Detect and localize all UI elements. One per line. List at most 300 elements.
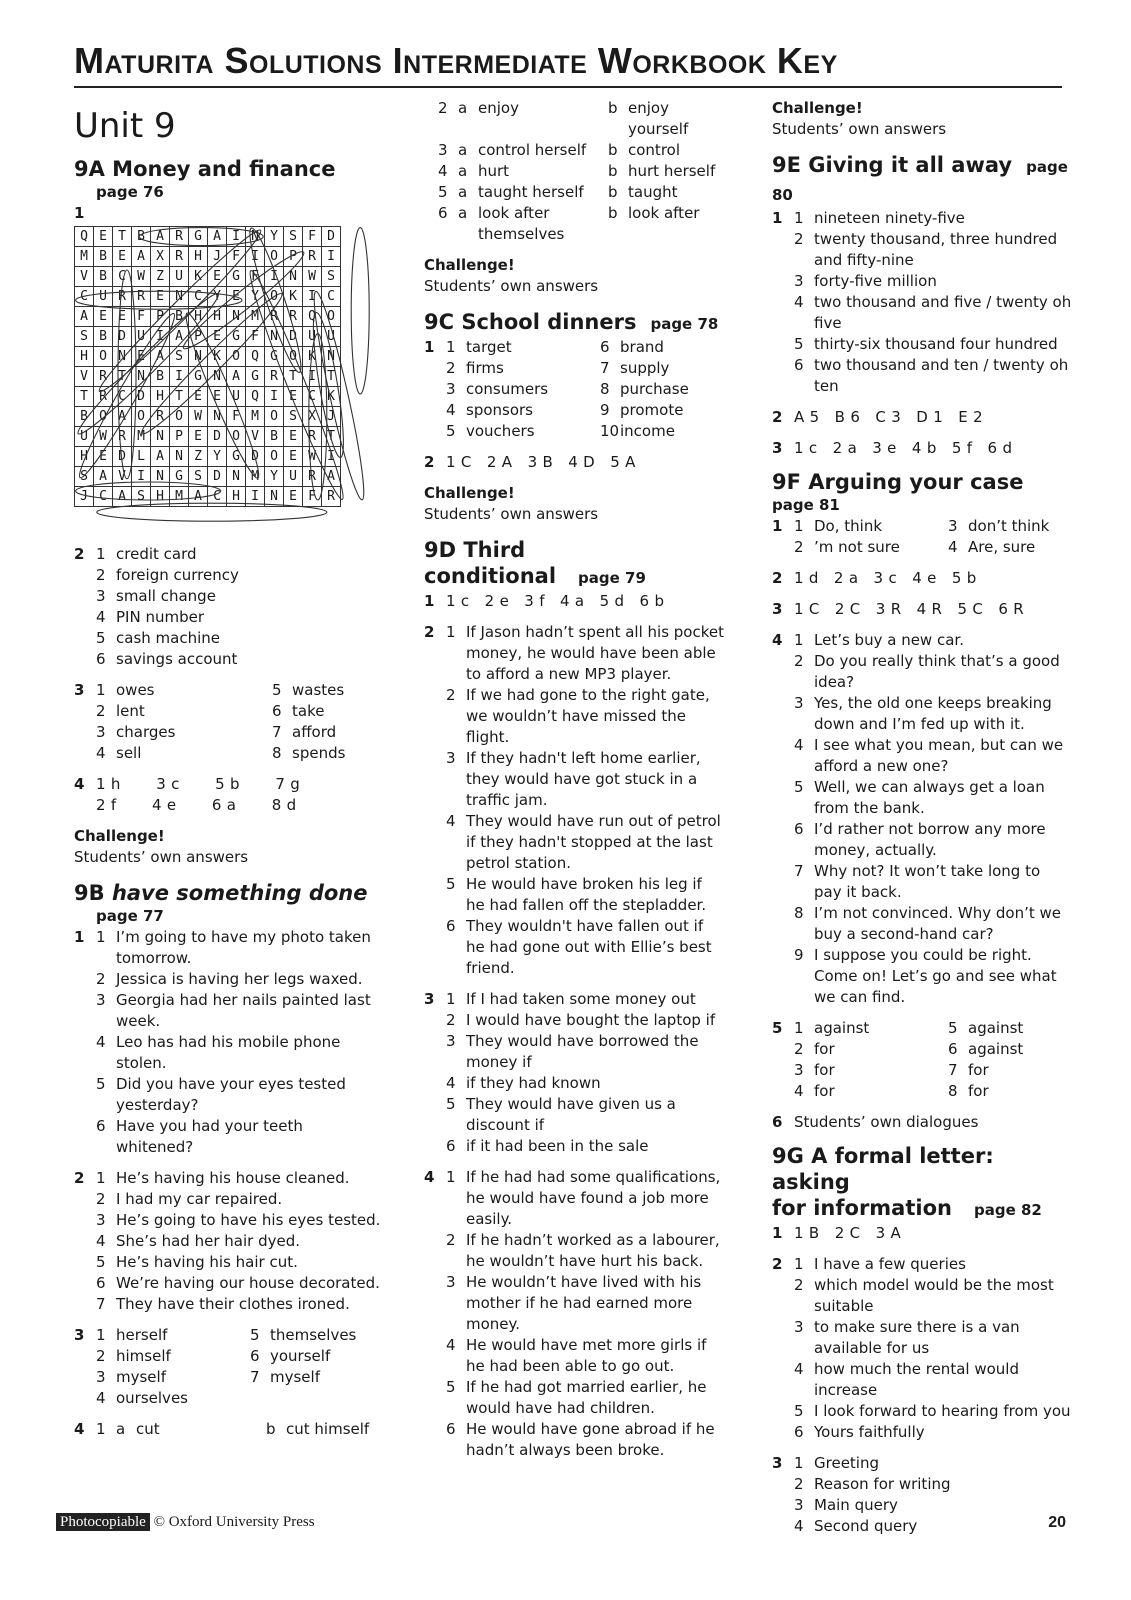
item-number: 3: [438, 141, 448, 159]
wordsearch-cell: E: [113, 247, 132, 267]
option-letter: b: [608, 204, 618, 222]
wordsearch-cell: C: [208, 487, 227, 507]
item-text: Well, we can always get a loan from the bank.: [814, 778, 1045, 817]
item-number: 6: [600, 338, 610, 356]
wordsearch-cell: F: [132, 307, 151, 327]
wordsearch-cell: N: [265, 487, 284, 507]
wordsearch-cell: G: [265, 347, 284, 367]
answer-item: [446, 400, 594, 421]
item-number: 7: [794, 862, 804, 880]
answer-item: [96, 1388, 244, 1409]
item-text: I’m going to have my photo taken tomorrow.: [116, 928, 371, 967]
option-letter: b: [608, 99, 618, 117]
wordsearch-cell: U: [303, 327, 322, 347]
wordsearch-cell: M: [246, 407, 265, 427]
item-number: 2: [794, 230, 804, 248]
item-number: 4: [794, 1360, 804, 1378]
answer-item: [794, 1422, 1072, 1443]
section-9c-title: [424, 309, 724, 337]
wordsearch-cell: A: [75, 307, 94, 327]
item-number: 1: [446, 1168, 456, 1186]
item-number: 4: [96, 1232, 106, 1250]
item-number: 1: [96, 1326, 106, 1344]
answer-item: [250, 1388, 384, 1409]
answer-item: [446, 379, 594, 400]
answer-item: [794, 355, 1072, 397]
answer-item: [794, 1453, 1072, 1474]
item-text: income: [620, 422, 675, 440]
item-text: small change: [116, 587, 216, 605]
section-topic: have something done: [111, 881, 368, 905]
item-text: They would have borrowed the money if: [466, 1032, 699, 1071]
item-number: 6: [446, 1420, 456, 1438]
challenge-heading: Challenge!: [74, 827, 165, 845]
answer-item: [794, 1060, 942, 1081]
page-header: [74, 36, 1062, 88]
wordsearch-cell: N: [151, 427, 170, 447]
item-text: They have their clothes ironed.: [116, 1295, 350, 1313]
wordsearch-cell: D: [208, 427, 227, 447]
item-text: savings account: [116, 650, 238, 668]
answer-item: [794, 903, 1072, 945]
wordsearch-answer-ellipse: [93, 226, 267, 398]
answer-list: [96, 544, 384, 670]
item-number: 2: [794, 652, 804, 670]
wordsearch-cell: R: [303, 467, 322, 487]
item-number: 3: [446, 1032, 456, 1050]
wordsearch-cell: I: [303, 367, 322, 387]
answer-item: [96, 701, 266, 722]
item-number: 6: [446, 1137, 456, 1155]
wordsearch-cell: C: [113, 267, 132, 287]
item-number: 7: [948, 1061, 958, 1079]
item-text: against: [968, 1040, 1024, 1058]
wordsearch-cell: R: [284, 307, 303, 327]
answer-item: [948, 537, 1072, 558]
answer-item: [794, 208, 1072, 229]
item-number: 3: [96, 587, 106, 605]
answer-item: [96, 1325, 244, 1346]
answer-item: [446, 1335, 724, 1377]
wordsearch-cell: E: [208, 387, 227, 407]
wordsearch-cell: Y: [265, 467, 284, 487]
answer-row: 2 f 4 e 6 a 8 d: [96, 796, 297, 814]
option-letter: b: [608, 162, 618, 180]
exercise-number: 2: [424, 623, 435, 641]
item-text: If we had gone to the right gate, we wouldn’t have missed the flight.: [466, 686, 710, 746]
answer-item: [446, 1230, 724, 1272]
option-text: look after themselves: [478, 204, 565, 243]
item-number: 3: [446, 749, 456, 767]
answer-item: [446, 622, 724, 685]
wordsearch-cell: W: [303, 267, 322, 287]
answer-item: [794, 1317, 1072, 1359]
exercise-number: 3: [74, 681, 85, 699]
answer-item: [600, 358, 724, 379]
item-text: wastes: [292, 681, 345, 699]
wordsearch-answer-ellipse: [76, 482, 221, 500]
item-number: 2: [96, 702, 106, 720]
item-number: 4: [794, 293, 804, 311]
answer-item: [96, 1294, 384, 1315]
answer-item: [794, 1474, 1072, 1495]
wordsearch-cell: H: [189, 307, 208, 327]
item-number: 3: [96, 1211, 106, 1229]
item-number: 7: [250, 1368, 260, 1386]
answer-list: [446, 622, 724, 979]
item-number: 3: [96, 991, 106, 1009]
answer-item: [600, 400, 724, 421]
section-label: 9C School dinners: [424, 310, 637, 334]
item-text: [270, 1388, 384, 1409]
answer-item: [446, 685, 724, 748]
answer-item: [96, 565, 384, 586]
wordsearch-cell: I: [303, 287, 322, 307]
item-number: 9: [600, 401, 610, 419]
item-number: 5: [272, 681, 282, 699]
answer-item: [96, 743, 266, 764]
wordsearch-cell: B: [170, 307, 189, 327]
exercise-number: 1: [74, 204, 85, 222]
wordsearch-cell: U: [94, 287, 113, 307]
item-text: She’s had her hair dyed.: [116, 1232, 300, 1250]
option-text: enjoy yourself: [628, 99, 689, 138]
wordsearch-cell: I: [227, 227, 246, 247]
item-number: 2: [794, 1040, 804, 1058]
item-number: 3: [794, 272, 804, 290]
answer-item: [600, 379, 724, 400]
wordsearch-cell: O: [265, 247, 284, 267]
column-3: [772, 98, 1072, 1547]
answer-row: 1 C 2 A 3 B 4 D 5 A: [446, 453, 636, 471]
wordsearch-cell: O: [265, 407, 284, 427]
wordsearch-cell: D: [132, 387, 151, 407]
wordsearch-cell: C: [113, 387, 132, 407]
wordsearch-cell: O: [265, 287, 284, 307]
section-9b-page: page 77: [96, 907, 164, 925]
item-text: I suppose you could be right. Come on! Let’s go and see what we can find.: [814, 946, 1057, 1006]
page-footer: [56, 1512, 1066, 1533]
wordsearch-cell: P: [151, 307, 170, 327]
answer-list: [446, 1167, 724, 1461]
answer-list: [96, 1168, 384, 1315]
exercise-number: 3: [74, 1326, 85, 1344]
answer-list: [96, 927, 384, 1158]
answer-item: [794, 735, 1072, 777]
item-number: 5: [446, 875, 456, 893]
answer-item: [794, 1359, 1072, 1401]
wordsearch-cell: E: [208, 327, 227, 347]
wordsearch-cell: H: [208, 307, 227, 327]
item-text: for: [814, 1082, 835, 1100]
item-number: 2: [438, 99, 448, 117]
wordsearch-cell: E: [151, 287, 170, 307]
wordsearch-cell: E: [94, 227, 113, 247]
answer-list: [794, 1254, 1072, 1443]
item-number: 5: [794, 778, 804, 796]
item-number: 4: [96, 608, 106, 626]
unit-title: Unit 9: [74, 106, 176, 146]
wordsearch-cell: D: [113, 327, 132, 347]
item-text: foreign currency: [116, 566, 239, 584]
wordsearch-cell: X: [303, 407, 322, 427]
wordsearch-cell: T: [170, 387, 189, 407]
wordsearch-cell: A: [170, 327, 189, 347]
wordsearch-cell: I: [246, 487, 265, 507]
item-text: Georgia had her nails painted last week.: [116, 991, 371, 1030]
exercise-9e-1: [772, 208, 1072, 397]
item-text: charges: [116, 723, 176, 741]
section-9f-title: 9F Arguing your case: [772, 470, 1024, 494]
wordsearch-cell: N: [151, 467, 170, 487]
item-text: for: [968, 1082, 989, 1100]
option-text: control: [628, 141, 680, 159]
item-text: I look forward to hearing from you: [814, 1402, 1071, 1420]
item-number: 1: [794, 1019, 804, 1037]
wordsearch-cell: T: [75, 387, 94, 407]
item-text: He wouldn’t have lived with his mother if he had earned more money.: [466, 1273, 702, 1333]
answer-item: [446, 358, 594, 379]
item-number: 6: [96, 1274, 106, 1292]
option-text: hurt herself: [628, 162, 716, 180]
answer-item: [446, 916, 724, 979]
wordsearch-cell: A: [113, 407, 132, 427]
item-number: 1: [96, 928, 106, 946]
item-number: 2: [446, 1231, 456, 1249]
wordsearch-cell: T: [322, 367, 341, 387]
answer-item: [96, 927, 384, 969]
wordsearch-cell: N: [208, 367, 227, 387]
item-number: 6: [794, 356, 804, 374]
item-number: 5: [250, 1326, 260, 1344]
option-a: [458, 182, 608, 203]
wordsearch-cell: C: [75, 287, 94, 307]
wordsearch-cell: F: [303, 487, 322, 507]
item-text: I’d rather not borrow any more money, actually.: [814, 820, 1046, 859]
answer-item: [250, 1367, 384, 1388]
answer-list: [794, 630, 1072, 1008]
wordsearch-cell: A: [94, 467, 113, 487]
wordsearch-cell: R: [322, 487, 341, 507]
answer-text: Students’ own dialogues: [794, 1113, 979, 1131]
wordsearch-cell: W: [132, 267, 151, 287]
wordsearch-cell: I: [170, 367, 189, 387]
wordsearch-cell: C: [322, 287, 341, 307]
answer-row: A 5 B 6 C 3 D 1 E 2: [794, 408, 983, 426]
item-text: ourselves: [116, 1389, 188, 1407]
page-number: 20: [1048, 1514, 1066, 1531]
wordsearch-answer-ellipse: [351, 228, 369, 394]
exercise-number: 1: [74, 928, 85, 946]
exercise-number: 3: [772, 600, 783, 618]
item-number: 1: [96, 681, 106, 699]
wordsearch-cell: Q: [246, 347, 265, 367]
wordsearch-cell: A: [151, 347, 170, 367]
wordsearch-cell: E: [189, 427, 208, 447]
option-letter: a: [458, 204, 468, 222]
item-number: 3: [446, 380, 456, 398]
item-number: 5: [446, 422, 456, 440]
wordsearch-cell: O: [265, 447, 284, 467]
exercise-number: 1: [772, 209, 783, 227]
option-text: enjoy: [478, 99, 519, 117]
item-text: consumers: [466, 380, 549, 398]
item-text: sell: [116, 744, 142, 762]
answer-item: [794, 1018, 942, 1039]
item-number: 3: [794, 1061, 804, 1079]
answer-item: [794, 651, 1072, 693]
answer-item: [794, 271, 1072, 292]
item-text: lent: [116, 702, 145, 720]
wordsearch-cell: H: [151, 487, 170, 507]
wordsearch-cell: N: [189, 347, 208, 367]
answer-item: [794, 229, 1072, 271]
wordsearch-cell: M: [246, 307, 265, 327]
option-letter: a: [458, 99, 468, 117]
wordsearch-cell: R: [94, 367, 113, 387]
item-text: for: [814, 1040, 835, 1058]
wordsearch-cell: N: [227, 467, 246, 487]
exercise-number: 5: [772, 1019, 783, 1037]
item-number: 1: [96, 1420, 106, 1438]
wordsearch-cell: P: [170, 427, 189, 447]
wordsearch-cell: Q: [246, 387, 265, 407]
answer-item: [96, 1346, 244, 1367]
wordsearch-cell: I: [322, 447, 341, 467]
item-text: yourself: [270, 1347, 331, 1365]
wordsearch-cell: D: [284, 327, 303, 347]
item-number: 10: [600, 422, 620, 440]
item-text: brand: [620, 338, 664, 356]
wordsearch-cell: V: [246, 427, 265, 447]
answer-item: [794, 819, 1072, 861]
wordsearch-cell: R: [170, 227, 189, 247]
item-number: 3: [96, 723, 106, 741]
wordsearch-cell: S: [170, 347, 189, 367]
answer-item: [96, 1273, 384, 1294]
wordsearch-answer-ellipse: [74, 287, 225, 440]
item-text: sponsors: [466, 401, 533, 419]
exercise-number: 3: [772, 439, 783, 457]
wordsearch-cell: M: [75, 247, 94, 267]
wordsearch-cell: F: [227, 247, 246, 267]
wordsearch-cell: F: [303, 227, 322, 247]
wordsearch-cell: A: [132, 247, 151, 267]
wordsearch-answer-ellipse: [118, 270, 136, 479]
challenge-heading: Challenge!: [772, 99, 863, 117]
option-text: control herself: [478, 141, 587, 159]
wordsearch-cell: O: [94, 347, 113, 367]
item-text: I would have bought the laptop if: [466, 1011, 716, 1029]
wordsearch-cell: P: [189, 327, 208, 347]
item-text: Do you really think that’s a good idea?: [814, 652, 1060, 691]
wordsearch-cell: W: [94, 427, 113, 447]
exercise-number: 2: [74, 545, 85, 563]
item-text: He’s having his hair cut.: [116, 1253, 298, 1271]
answer-item: [96, 990, 384, 1032]
item-text: afford: [292, 723, 337, 741]
option-b: [608, 182, 724, 203]
wordsearch-cell: R: [113, 427, 132, 447]
wordsearch-cell: K: [189, 267, 208, 287]
answer-item: [446, 1010, 724, 1031]
wordsearch-cell: Y: [246, 287, 265, 307]
item-number: 2: [96, 970, 106, 988]
wordsearch-cell: S: [75, 327, 94, 347]
exercise-number: 6: [772, 1113, 783, 1131]
answer-pair: [96, 1419, 384, 1440]
exercise-number: 1: [772, 517, 783, 535]
item-number: 1: [794, 517, 804, 535]
exercise-9f-2: [772, 568, 1072, 589]
column-2: [424, 98, 724, 1471]
answer-item: [446, 1419, 724, 1461]
item-text: two thousand and ten / twenty oh ten: [814, 356, 1069, 395]
wordsearch-cell: Q: [303, 307, 322, 327]
challenge-heading: Challenge!: [424, 256, 515, 274]
wordsearch-cell: R: [265, 367, 284, 387]
item-number: 2: [446, 359, 456, 377]
answer-item: [600, 421, 724, 442]
wordsearch-cell: C: [94, 487, 113, 507]
challenge-heading: Challenge!: [424, 484, 515, 502]
wordsearch-cell: D: [208, 467, 227, 487]
wordsearch-cell: E: [284, 447, 303, 467]
wordsearch-cell: S: [75, 467, 94, 487]
item-text: Jessica is having her legs waxed.: [116, 970, 363, 988]
item-text: If I had taken some money out: [466, 990, 696, 1008]
column-1: [74, 98, 384, 1450]
wordsearch-cell: D: [113, 447, 132, 467]
answer-item: [96, 1210, 384, 1231]
item-number: 1: [794, 209, 804, 227]
wordsearch-cell: N: [227, 307, 246, 327]
item-number: 4: [96, 1389, 106, 1407]
wordsearch-cell: N: [208, 407, 227, 427]
item-text: promote: [620, 401, 684, 419]
challenge-text: Students’ own answers: [424, 277, 599, 295]
item-number: 2: [794, 538, 804, 556]
item-number: 2: [794, 1276, 804, 1294]
section-9a-page: page 76: [96, 183, 164, 201]
exercise-number: 3: [424, 990, 435, 1008]
wordsearch-cell: T: [113, 367, 132, 387]
item-number: 2: [794, 1475, 804, 1493]
answer-item: [272, 743, 384, 764]
answer-item: [272, 680, 384, 701]
wordsearch-cell: U: [284, 467, 303, 487]
option-text: cut himself: [286, 1420, 370, 1438]
answer-item: [794, 334, 1072, 355]
wordsearch-cell: E: [284, 427, 303, 447]
item-text: We’re having our house decorated.: [116, 1274, 380, 1292]
wordsearch-cell: N: [322, 347, 341, 367]
wordsearch-cell: O: [227, 347, 246, 367]
option-a: [458, 98, 608, 140]
wordsearch-cell: E: [113, 307, 132, 327]
item-number: 5: [96, 1075, 106, 1093]
answer-grid: [446, 337, 724, 442]
section-label: 9D Third conditional: [424, 538, 557, 588]
item-text: to make sure there is a van available for us: [814, 1318, 1020, 1357]
item-number: 4: [446, 1336, 456, 1354]
exercise-9f-6: [772, 1112, 1072, 1133]
exercise-9a-4: [74, 774, 384, 816]
item-text: If he had got married earlier, he would have had children.: [466, 1378, 707, 1417]
wordsearch-cell: V: [75, 367, 94, 387]
wordsearch-cell: J: [208, 247, 227, 267]
wordsearch-answer-ellipse: [243, 226, 308, 375]
